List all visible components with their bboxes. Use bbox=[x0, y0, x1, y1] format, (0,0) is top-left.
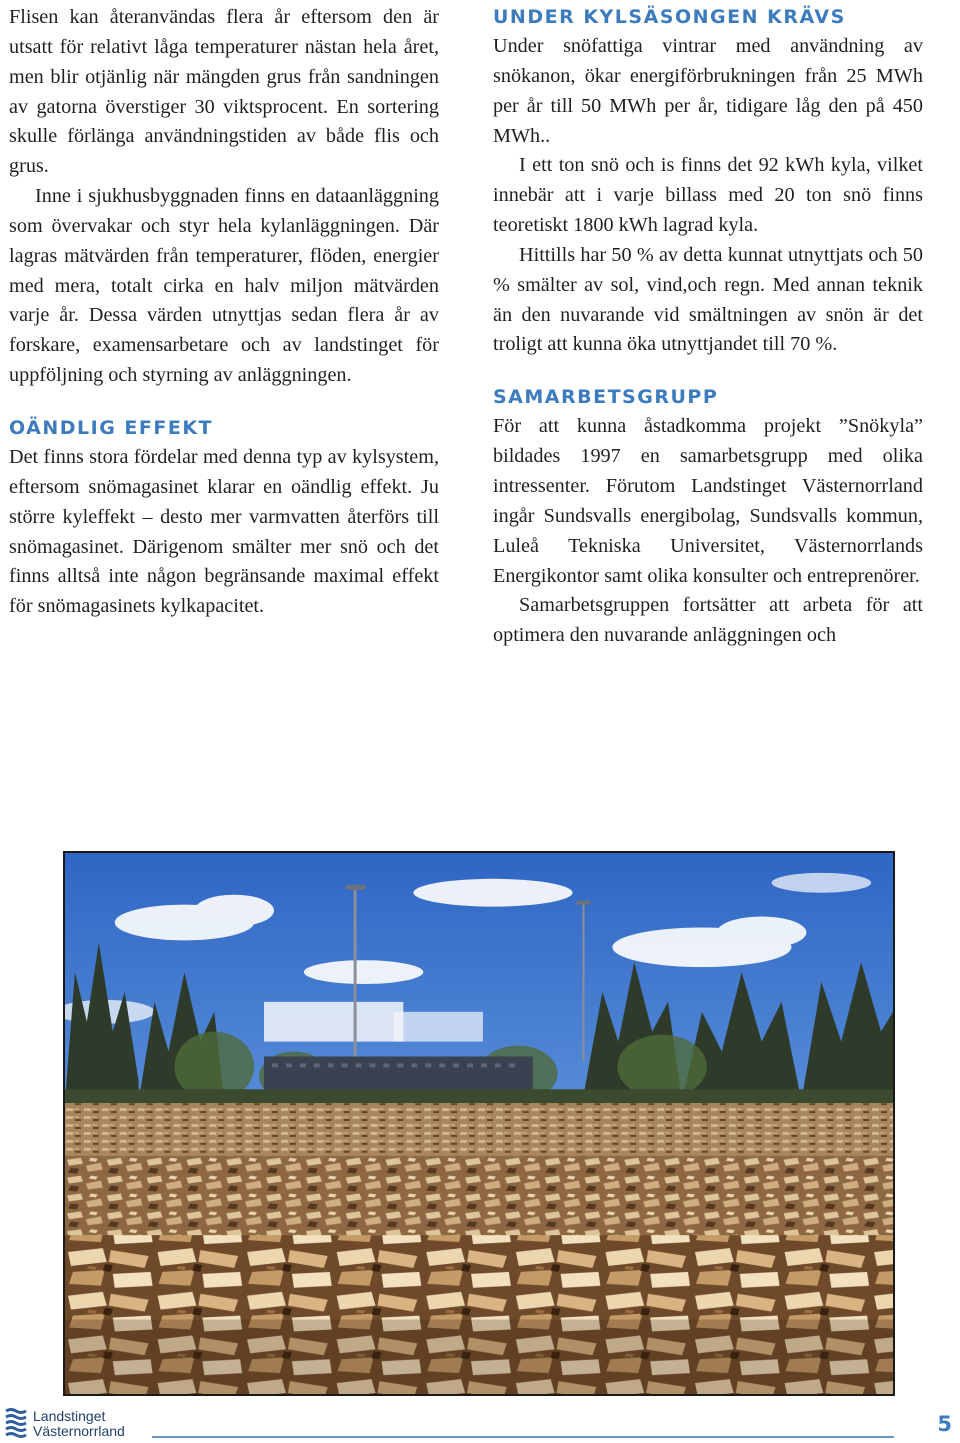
left-column bbox=[9, 3, 439, 622]
section-heading-oandlig-effekt: OÄNDLIG EFFEKT bbox=[9, 416, 214, 439]
body-paragraph: Inne i sjukhusbyggnaden finns en dataanläggning som övervakar och styr hela kylanläggningen. Där lagras mätvärden från temperaturer, flöden, energier med mera, totalt cirka en halv miljon mätvärden varje år. Dessa värden utnyttjas sedan flera år av forskare, examensarbetare och av landstinget för uppföljning och styrning av anläggningen. bbox=[9, 185, 439, 387]
body-paragraph: För att kunna åstadkomma projekt ”Snökyla” bildades 1997 en samarbetsgrupp med olika intressenter. Förutom Landstinget Västernorrland ingår Sundsvalls energibolag, Sundsvalls kommun, Luleå Tekniska Universitet, Västernorrlands Energikontor samt olika konsulter och entreprenörer. bbox=[493, 415, 923, 587]
body-paragraph: Det finns stora fördelar med denna typ av kylsystem, eftersom snömagasinet klarar en oändlig effekt. Ju större kyleffekt – desto mer varmvatten återförs till snömagasinet. Därigenom smälter mer snö och det finns alltså inte någon begränsande maximal effekt för snömagasinets kylkapacitet. bbox=[9, 445, 439, 618]
landstinget-logo-text bbox=[33, 1409, 125, 1439]
section-heading-kylsasongen: UNDER KYLSÄSONGEN KRÄVS bbox=[493, 6, 846, 28]
wood-chips-illustration bbox=[65, 853, 893, 1394]
body-paragraph: Flisen kan återanvändas flera år eftersom den är utsatt för relativt låga temperaturer nästan hela året, men blir otjänlig när mängden grus från sandningen av gatorna överstiger 30 viktsprocent. En sortering skulle förlänga användningstiden av både flis och grus. bbox=[9, 6, 439, 178]
wood-chips-photo bbox=[63, 851, 895, 1396]
section-heading-samarbetsgrupp: SAMARBETSGRUPP bbox=[493, 386, 719, 409]
page-number: 5 bbox=[937, 1412, 952, 1436]
body-paragraph: Hittills har 50 % av detta kunnat utnyttjats och 50 % smälter av sol, vind,och regn. Med annan teknik än den nuvarande vid smältningen av snön är det troligt att kunna öka utnyttjandet till 70 %. bbox=[493, 243, 923, 356]
landstinget-logo bbox=[5, 1408, 125, 1440]
landstinget-logo-icon bbox=[5, 1408, 27, 1440]
right-column bbox=[493, 3, 923, 651]
body-paragraph: I ett ton snö och is finns det 92 kWh kyla, vilket innebär att i varje billass med 20 ton snö finns teoretiskt 1800 kWh lagrad kyla. bbox=[493, 154, 923, 237]
logo-line-1: Landstinget bbox=[33, 1408, 106, 1424]
body-paragraph: Under snöfattiga vintrar med användning av snökanon, ökar energiförbrukningen från 25 MWh per år till 50 MWh per år, tidigare låg den på 450 MWh.. bbox=[493, 35, 923, 147]
body-paragraph: Samarbetsgruppen fortsätter att arbeta för att optimera den nuvarande anläggningen och bbox=[493, 594, 923, 647]
footer-rule bbox=[152, 1436, 894, 1438]
logo-line-2: Västernorrland bbox=[33, 1423, 125, 1439]
